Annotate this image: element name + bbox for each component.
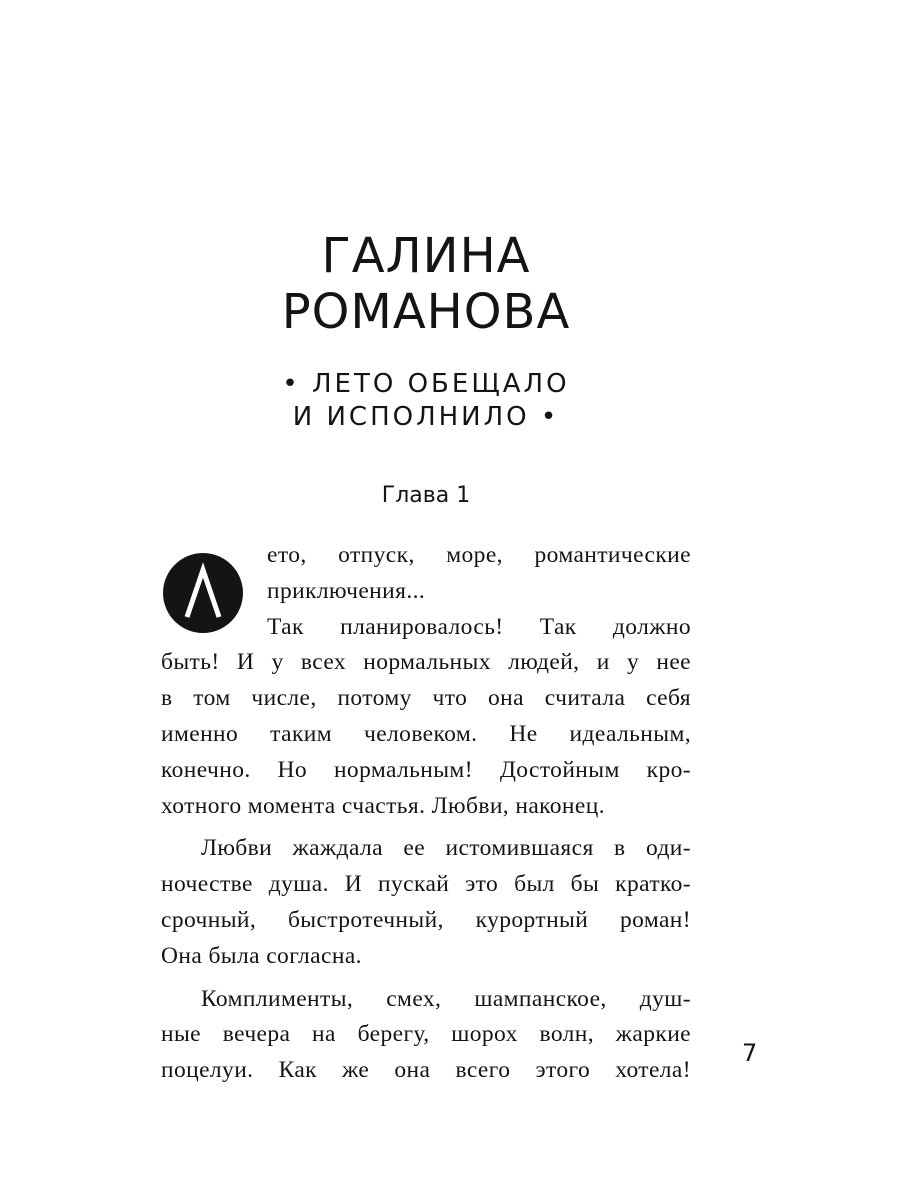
chapter-text	[161, 538, 691, 1089]
book-title	[0, 368, 852, 434]
author-first-name: ГАЛИНА	[321, 228, 531, 284]
text-line: быть! И у всех нормальных людей, и у нее	[161, 649, 691, 676]
text-line: Так планировалось! Так должно	[267, 613, 691, 640]
text-line: Она была согласна.	[161, 942, 362, 969]
chapter-heading: Глава 1	[381, 483, 471, 508]
text-line: ето, отпуск, море, романтические	[267, 542, 691, 568]
text-line: конечно. Но нормальным! Достойным кро-	[161, 756, 691, 783]
text-line: в том числе, потому что она считала себя	[161, 685, 691, 712]
author-name	[0, 228, 852, 340]
text-line: именно таким человеком. Не идеальным,	[161, 720, 691, 747]
paragraph-gap	[161, 824, 691, 831]
book-title-line-2: И ИСПОЛНИЛО •	[292, 402, 560, 432]
text-line: Комплименты, смех, шампанское, душ-	[201, 985, 691, 1012]
text-line: ные вечера на берегу, шорох волн, жаркие	[161, 1021, 691, 1048]
book-title-line-1: • ЛЕТО ОБЕЩАЛО	[282, 369, 570, 399]
text-line: приключения...	[267, 577, 426, 604]
text-line: срочный, быстротечный, курортный роман!	[161, 906, 691, 933]
author-last-name: РОМАНОВА	[281, 284, 571, 340]
text-line: хотного момента счастья. Любви, наконец.	[161, 792, 605, 819]
text-line: поцелуи. Как же она всего этого хотела!	[161, 1057, 691, 1084]
text-line: Любви жаждала ее истомившаяся в оди-	[201, 835, 691, 862]
paragraph-gap	[161, 975, 691, 982]
text-line: ночестве душа. И пускай это был бы кратко-	[161, 871, 691, 898]
page-number: 7	[742, 1039, 758, 1067]
